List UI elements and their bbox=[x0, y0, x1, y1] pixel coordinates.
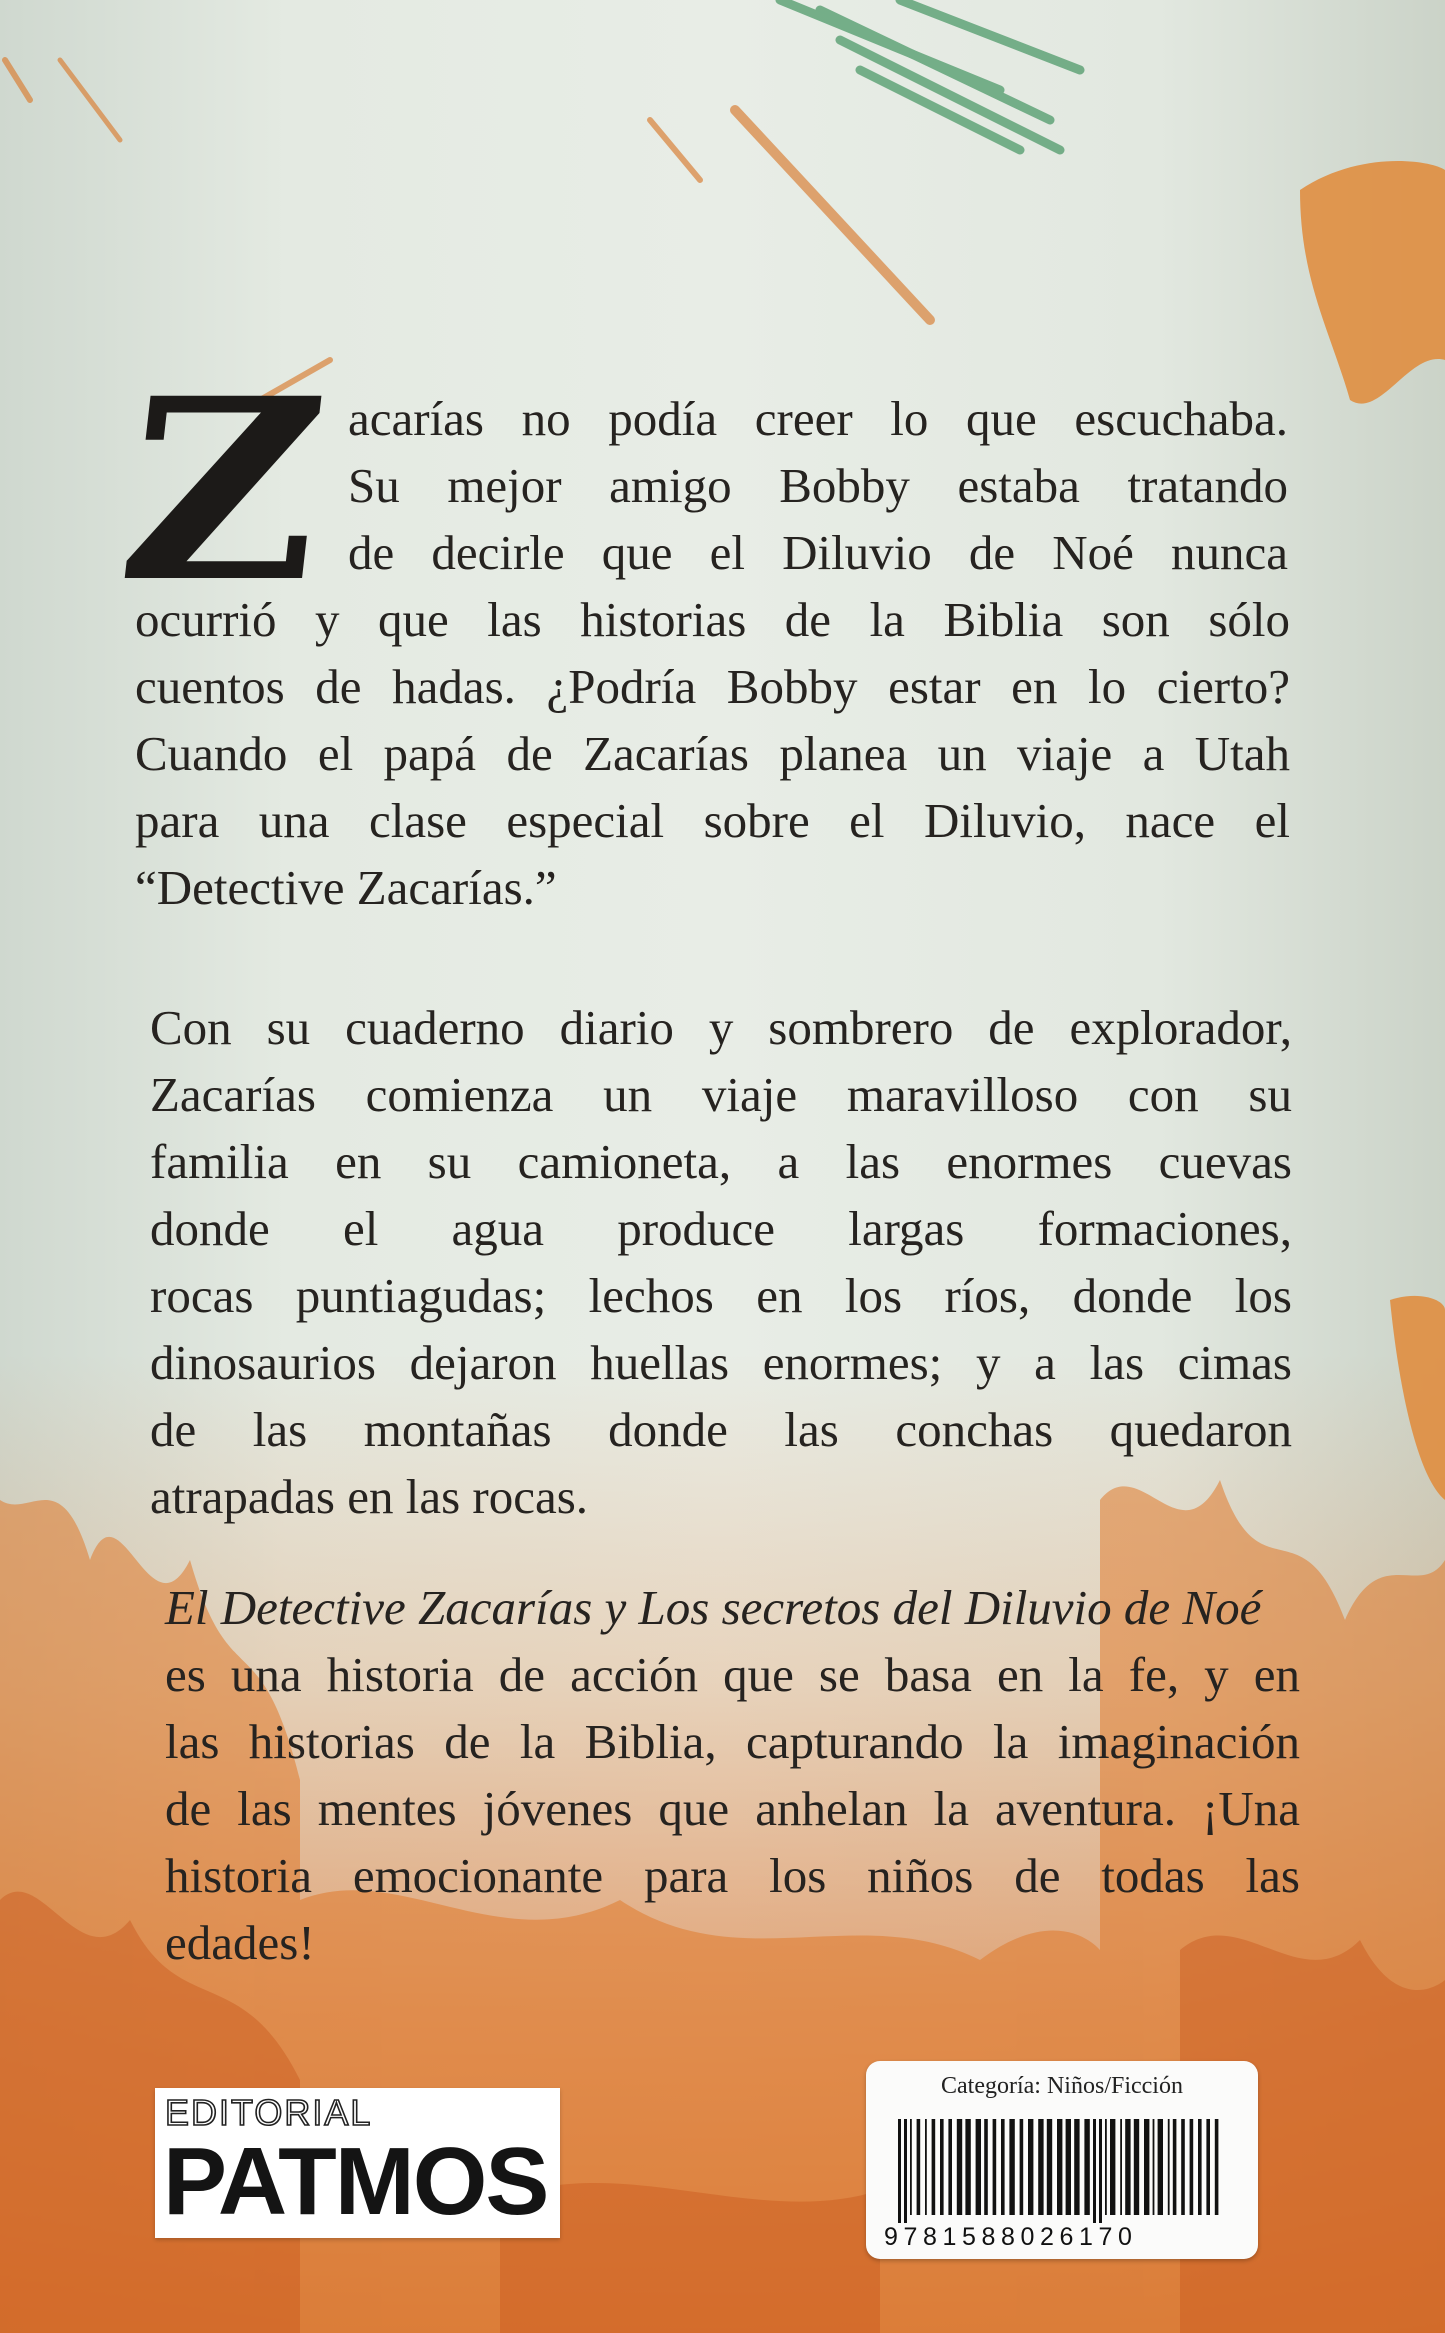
barcode-bar bbox=[1020, 2119, 1024, 2215]
barcode-bar bbox=[1084, 2119, 1089, 2215]
text-line: cuentos de hadas. ¿Podría Bobby estar en lo cierto? bbox=[135, 659, 1290, 714]
barcode-bar bbox=[932, 2119, 936, 2215]
paragraph-3 bbox=[165, 1574, 1300, 1976]
text-line: de las montañas donde las conchas quedaron bbox=[150, 1402, 1292, 1457]
text-line: para una clase especial sobre el Diluvio, nace el bbox=[135, 793, 1290, 848]
category-label: Categoría: Niños/Ficción bbox=[941, 2073, 1183, 2099]
book-title-line: El Detective Zacarías y Los secretos del Diluvio de Noé bbox=[165, 1580, 1262, 1635]
barcode-bar bbox=[910, 2119, 912, 2215]
barcode-bar bbox=[1057, 2119, 1062, 2215]
text-line: Con su cuaderno diario y sombrero de explorador, bbox=[150, 1000, 1292, 1055]
text-line: acarías no podía creer lo que escuchaba. bbox=[348, 391, 1288, 446]
barcode-bar bbox=[1105, 2119, 1107, 2215]
text-line: es una historia de acción que se basa en la fe, y en bbox=[165, 1647, 1300, 1702]
drop-cap-letter: Z bbox=[108, 343, 339, 637]
barcode-bar bbox=[1001, 2119, 1005, 2215]
barcode-bar bbox=[1110, 2119, 1115, 2215]
text-line: historia emocionante para los niños de todas las bbox=[165, 1848, 1300, 1903]
barcode-bar bbox=[965, 2119, 970, 2215]
text-line: Cuando el papá de Zacarías planea un viaje a Utah bbox=[135, 726, 1290, 781]
barcode-bar bbox=[1047, 2119, 1052, 2215]
text-line: rocas puntiagudas; lechos en los ríos, donde los bbox=[150, 1268, 1292, 1323]
barcode-bar bbox=[1190, 2119, 1194, 2215]
barcode-bar bbox=[1153, 2119, 1155, 2215]
text-line: dinosaurios dejaron huellas enormes; y a las cimas bbox=[150, 1335, 1292, 1390]
barcode-bar bbox=[1038, 2119, 1043, 2215]
orange-splash-right bbox=[1300, 161, 1445, 1500]
paragraph-1-body bbox=[135, 586, 1290, 921]
barcode-bar bbox=[1215, 2119, 1219, 2215]
barcode-bar bbox=[948, 2119, 952, 2215]
barcode-guard-bar bbox=[1099, 2119, 1102, 2223]
paragraph-2 bbox=[150, 994, 1292, 1530]
isbn-digits: 9781588026170 bbox=[884, 2223, 1138, 2251]
barcode-bar bbox=[984, 2119, 988, 2215]
barcode-bar bbox=[917, 2119, 921, 2215]
barcode-guard-bar bbox=[898, 2119, 901, 2223]
barcode-bar bbox=[976, 2119, 981, 2215]
barcode-bar bbox=[1134, 2119, 1139, 2215]
text-line: de decirle que el Diluvio de Noé nunca bbox=[348, 525, 1288, 580]
barcode-bar bbox=[1198, 2119, 1202, 2215]
barcode-bar bbox=[957, 2119, 962, 2215]
barcode-bar bbox=[1181, 2119, 1185, 2215]
text-line: familia en su camioneta, a las enormes cuevas bbox=[150, 1134, 1292, 1189]
text-line: ocurrió y que las historias de la Biblia son sólo bbox=[135, 592, 1290, 647]
barcode-guard-bar bbox=[1093, 2119, 1096, 2223]
publisher-label: EDITORIAL bbox=[165, 2092, 373, 2133]
paragraph-1-opening bbox=[348, 385, 1288, 586]
barcode-bar bbox=[1028, 2119, 1033, 2215]
text-line: las historias de la Biblia, capturando la imaginación bbox=[165, 1714, 1300, 1769]
barcode-bar bbox=[940, 2119, 944, 2215]
publisher-name: PATMOS bbox=[163, 2128, 548, 2235]
text-line: Su mejor amigo Bobby estaba tratando bbox=[348, 458, 1288, 513]
text-line: de las mentes jóvenes que anhelan la aventura. ¡Una bbox=[165, 1781, 1300, 1836]
text-line: donde el agua produce largas formaciones, bbox=[150, 1201, 1292, 1256]
barcode-bar bbox=[1120, 2119, 1122, 2215]
barcode-bar bbox=[1066, 2119, 1071, 2215]
barcode-bar bbox=[1158, 2119, 1163, 2215]
green-brush-strokes bbox=[780, 0, 1080, 150]
barcode-bar bbox=[1144, 2119, 1149, 2215]
text-line: edades! bbox=[165, 1915, 315, 1970]
barcode-bar bbox=[1074, 2119, 1079, 2215]
barcode-bar bbox=[993, 2119, 997, 2215]
publisher-logo bbox=[155, 2088, 560, 2238]
barcode-bar bbox=[1125, 2119, 1130, 2215]
barcode-icon bbox=[896, 2119, 1226, 2223]
barcode-bar bbox=[1173, 2119, 1177, 2215]
barcode-guard-bar bbox=[904, 2119, 907, 2223]
barcode-bar bbox=[1009, 2119, 1014, 2215]
text-line: “Detective Zacarías.” bbox=[135, 860, 557, 915]
barcode-bar bbox=[1168, 2119, 1170, 2215]
text-line: Zacarías comienza un viaje maravilloso con su bbox=[150, 1067, 1292, 1122]
text-line: atrapadas en las rocas. bbox=[150, 1469, 589, 1524]
barcode-sticker bbox=[866, 2061, 1258, 2259]
barcode-bar bbox=[925, 2119, 927, 2215]
barcode-bar bbox=[1206, 2119, 1210, 2215]
